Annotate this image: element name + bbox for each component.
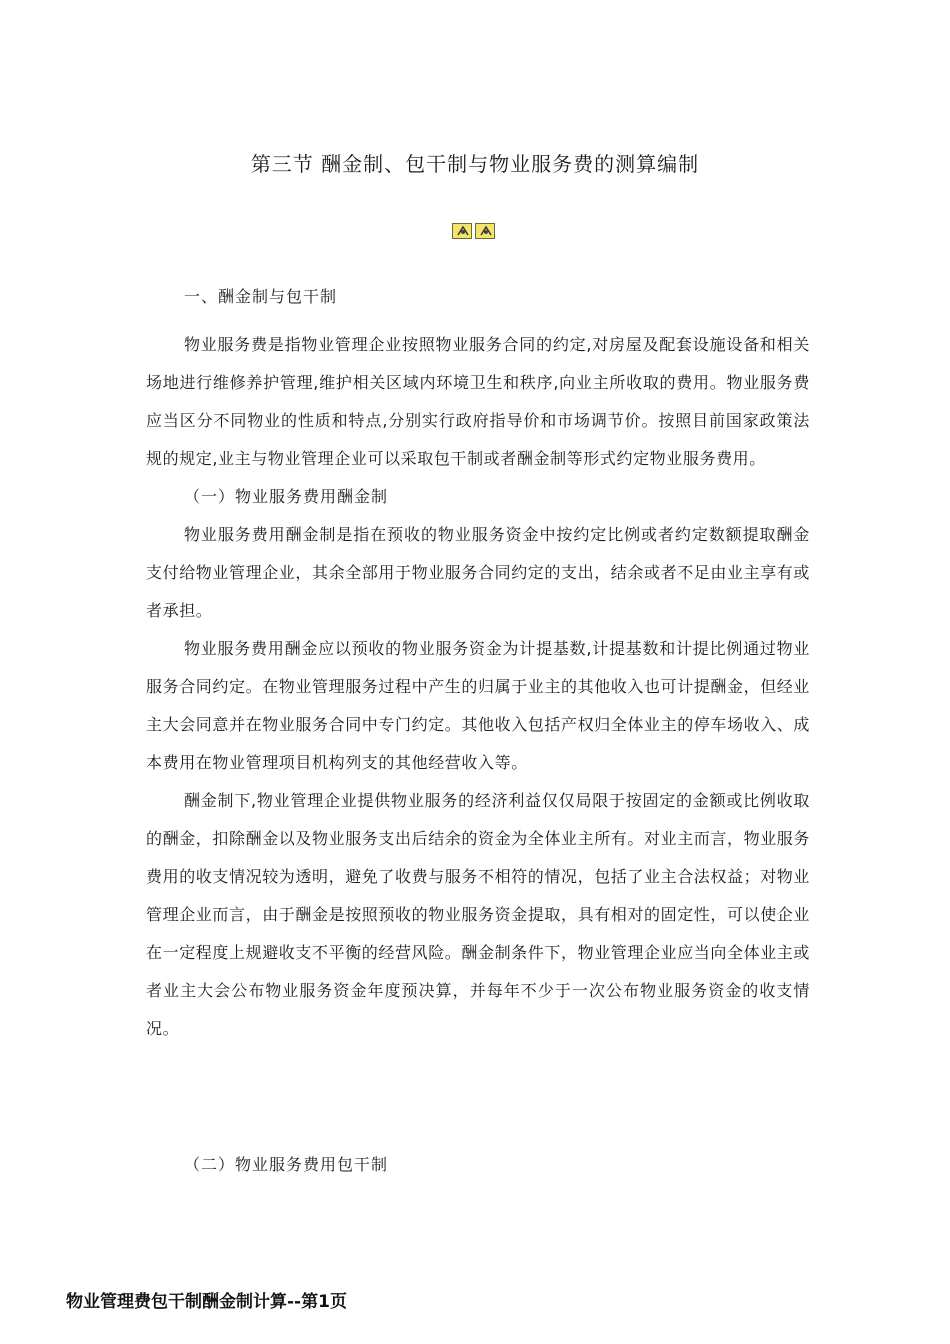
page-link-icon[interactable] [452,223,472,239]
section-heading: 一、酬金制与包干制 [184,287,338,306]
body-text-block [146,326,810,1048]
icon-group [452,223,498,241]
subheading-commission: （一）物业服务费用酬金制 [184,487,389,506]
page-link-icon[interactable] [475,223,495,239]
paragraph-commission-analysis: 酬金制下,物业管理企业提供物业服务的经济利益仅仅局限于按固定的金额或比例收取的酬金，扣除酬金以及物业服务支出后结余的资金为全体业主所有。对业主而言，物业服务费用的收支情况较为透明，避免了收费与服务不相符的情况，包括了业主合法权益；对物业管理企业而言，由于酬金是按照预收的物业服务资金提取，具有相对的固定性，可以使企业在一定程度上规避收支不平衡的经营风险。酬金制条件下，物业管理企业应当向全体业主或者业主大会公布物业服务资金年度预决算，并每年不少于一次公布物业服务资金的收支情况。 [146,791,811,1038]
paragraph-commission-base: 物业服务费用酬金应以预收的物业服务资金为计提基数,计提基数和计提比例通过物业服务合同约定。在物业管理服务过程中产生的归属于业主的其他收入也可计提酬金，但经业主大会同意并在物业服务合同中专门约定。其他收入包括产权归全体业主的停车场收入、成本费用在物业管理项目机构列支的其他经营收入等。 [146,639,811,772]
page-footer: 物业管理费包干制酬金制计算--第1页 [66,1292,347,1312]
subheading-lump-sum: （二）物业服务费用包干制 [184,1155,389,1174]
paragraph-intro: 物业服务费是指物业管理企业按照物业服务合同的约定,对房屋及配套设施设备和相关场地进行维修养护管理,维护相关区域内环境卫生和秩序,向业主所收取的费用。物业服务费应当区分不同物业的性质和特点,分别实行政府指导价和市场调节价。按照目前国家政策法规的规定,业主与物业管理企业可以采取包干制或者酬金制等形式约定物业服务费用。 [146,335,810,468]
page-title: 第三节 酬金制、包干制与物业服务费的测算编制 [250,152,700,176]
paragraph-commission-definition: 物业服务费用酬金制是指在预收的物业服务资金中按约定比例或者约定数额提取酬金支付给物业管理企业，其余全部用于物业服务合同约定的支出，结余或者不足由业主享有或者承担。 [146,525,811,620]
